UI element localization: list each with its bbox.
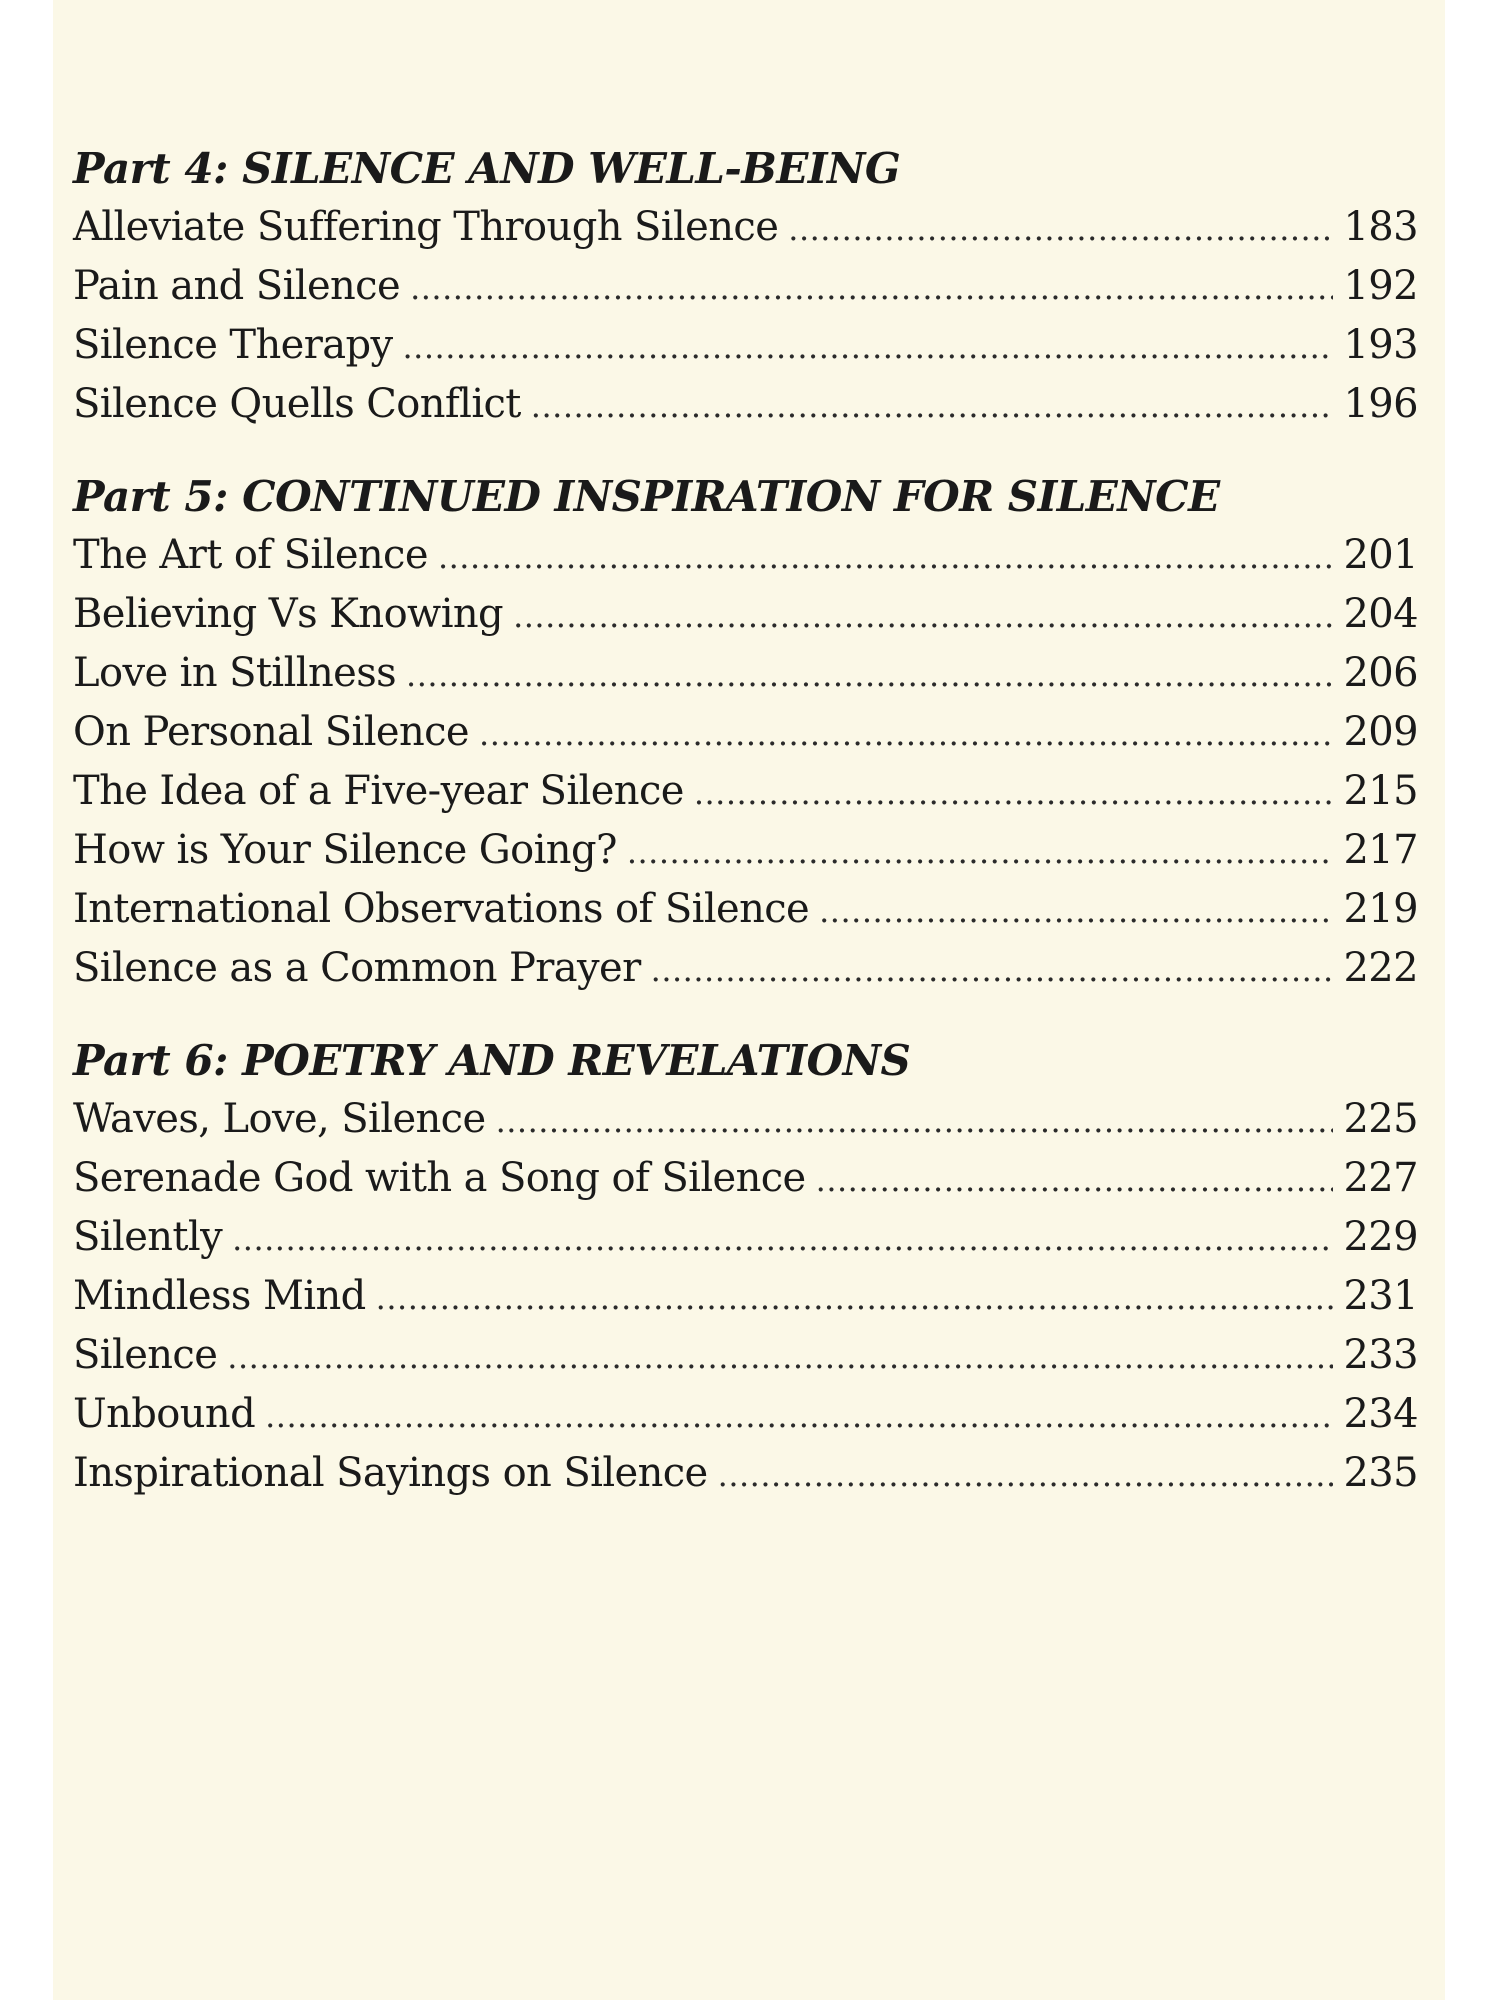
entry-page-number: 222	[1343, 945, 1418, 991]
toc-section-part-4	[73, 140, 1418, 434]
toc-entry	[73, 198, 1418, 257]
entry-title: On Personal Silence	[73, 709, 470, 755]
entry-title: Inspirational Sayings on Silence	[73, 1450, 708, 1496]
table-of-contents	[73, 140, 1418, 1503]
dot-leader	[531, 377, 1334, 436]
toc-entry	[73, 1326, 1418, 1385]
entry-page-number: 225	[1343, 1096, 1418, 1142]
dot-leader	[651, 941, 1334, 1000]
toc-entry	[73, 1385, 1418, 1444]
entry-page-number: 215	[1343, 768, 1418, 814]
part-heading: Part 5: CONTINUED INSPIRATION FOR SILENCE	[73, 472, 1220, 521]
entry-title: Love in Stillness	[73, 650, 397, 696]
toc-section-part-5	[73, 468, 1418, 998]
toc-entry	[73, 762, 1418, 821]
toc-entry	[73, 703, 1418, 762]
toc-entry	[73, 1444, 1418, 1503]
entry-page-number: 192	[1343, 263, 1418, 309]
entry-page-number: 196	[1343, 381, 1418, 427]
entry-title: The Art of Silence	[73, 532, 428, 578]
dot-leader	[513, 587, 1333, 646]
dot-leader	[788, 200, 1333, 259]
toc-entry	[73, 1090, 1418, 1149]
dot-leader	[410, 259, 1333, 318]
entry-page-number: 234	[1343, 1391, 1418, 1437]
entry-page-number: 206	[1343, 650, 1418, 696]
toc-entry	[73, 1267, 1418, 1326]
entry-page-number: 219	[1343, 886, 1418, 932]
toc-entry	[73, 1208, 1418, 1267]
entry-title: Silence Therapy	[73, 322, 393, 368]
entry-title: Silence	[73, 1332, 218, 1378]
entry-page-number: 233	[1343, 1332, 1418, 1378]
toc-entry	[73, 880, 1418, 939]
entry-title: Waves, Love, Silence	[73, 1096, 486, 1142]
dot-leader	[694, 764, 1334, 823]
dot-leader	[376, 1269, 1334, 1328]
entry-page-number: 183	[1343, 204, 1418, 250]
dot-leader	[718, 1446, 1334, 1505]
toc-entry	[73, 316, 1418, 375]
dot-leader	[406, 646, 1333, 705]
entry-title: International Observations of Silence	[73, 886, 810, 932]
dot-leader	[479, 705, 1333, 764]
toc-entry	[73, 644, 1418, 703]
entry-title: Silence Quells Conflict	[73, 381, 521, 427]
dot-leader	[819, 882, 1333, 941]
entry-page-number: 227	[1343, 1155, 1418, 1201]
toc-entry	[73, 526, 1418, 585]
toc-entry	[73, 375, 1418, 434]
entry-page-number: 217	[1343, 827, 1418, 873]
entry-page-number: 209	[1343, 709, 1418, 755]
entry-page-number: 201	[1343, 532, 1418, 578]
entry-title: Believing Vs Knowing	[73, 591, 504, 637]
dot-leader	[265, 1387, 1333, 1446]
entry-page-number: 204	[1343, 591, 1418, 637]
toc-entry	[73, 1149, 1418, 1208]
entry-title: Silently	[73, 1214, 223, 1260]
dot-leader	[627, 823, 1334, 882]
toc-entry	[73, 939, 1418, 998]
entry-page-number: 193	[1343, 322, 1418, 368]
part-heading: Part 6: POETRY AND REVELATIONS	[73, 1036, 911, 1085]
toc-entry	[73, 821, 1418, 880]
toc-entry	[73, 257, 1418, 316]
entry-title: How is Your Silence Going?	[73, 827, 617, 873]
toc-section-part-6	[73, 1032, 1418, 1503]
part-heading: Part 4: SILENCE AND WELL-BEING	[73, 144, 901, 193]
entry-title: The Idea of a Five-year Silence	[73, 768, 684, 814]
entry-title: Serenade God with a Song of Silence	[73, 1155, 806, 1201]
dot-leader	[438, 528, 1334, 587]
entry-page-number: 231	[1343, 1273, 1418, 1319]
entry-page-number: 235	[1343, 1450, 1418, 1496]
book-page	[53, 0, 1445, 2000]
entry-title: Mindless Mind	[73, 1273, 366, 1319]
dot-leader	[496, 1092, 1334, 1151]
dot-leader	[227, 1328, 1333, 1387]
dot-leader	[232, 1210, 1333, 1269]
entry-title: Alleviate Suffering Through Silence	[73, 204, 779, 250]
dot-leader	[816, 1151, 1334, 1210]
entry-title: Silence as a Common Prayer	[73, 945, 641, 991]
entry-page-number: 229	[1343, 1214, 1418, 1260]
toc-entry	[73, 585, 1418, 644]
entry-title: Pain and Silence	[73, 263, 401, 309]
entry-title: Unbound	[73, 1391, 256, 1437]
dot-leader	[403, 318, 1334, 377]
